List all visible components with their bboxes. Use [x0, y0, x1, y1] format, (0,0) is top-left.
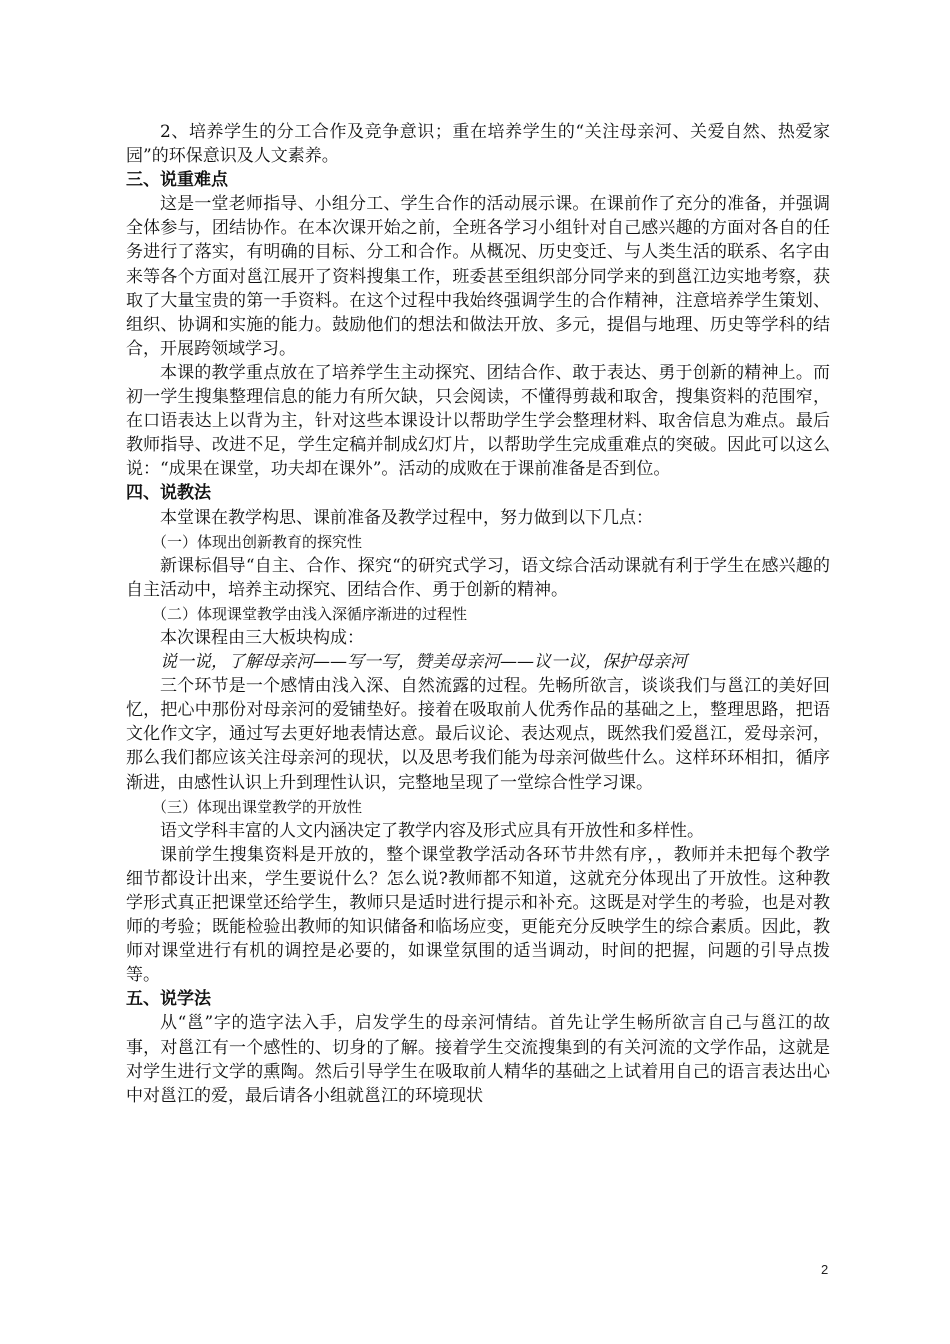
- paragraph-progression-intro: 本次课程由三大板块构成：: [160, 627, 364, 648]
- paragraph-progression-body: 三个环节是一个感情由浅入深、自然流露的过程。先畅所欲言，谈谈我们与邕江的美好回忆，把心中那份对母亲河的爱铺垫好。接着在吸取前人优秀作品的基础之上，整理思路，把语文化作文字，通过写去更好地表情达意。最后议论、表达观点，既然我们爱邕江，爱母亲河，那么我们都应该关注母亲河的现状，以及思考我们能为母亲河做些什么。这样环环相扣，循序渐进，由感性认识上升到理性认识，完整地呈现了一堂综合性学习课。: [126, 676, 830, 793]
- section-heading-method: 四、说教法: [126, 483, 211, 504]
- paragraph-innovation: 新课标倡导“自主、合作、探究“的研究式学习，语文综合活动课就有利于学生在感兴趣的自主活动中，培养主动探究、团结合作、勇于创新的精神。: [126, 555, 830, 600]
- subheading-innovation: （一）体现出创新教育的探究性: [152, 532, 363, 551]
- page-number: 2: [821, 1262, 829, 1277]
- document-page: [126, 120, 830, 1108]
- section-heading-difficulty: 三、说重难点: [126, 170, 228, 191]
- paragraph-openness-2: 课前学生搜集资料是开放的，整个课堂教学活动各环节井然有序，，教师并未把每个教学细节都设计出来，学生要说什么？怎么说?教师都不知道，这就充分体现出了开放性。这种教学形式真正把课堂还给学生，教师只是适时进行提示和补充。这既是对学生的考验，也是对教师的考验；既能检验出教师的知识储备和临场应变，更能充分反映学生的综合素质。因此，教师对课堂进行有机的调控是必要的，如课堂氛围的适当调动，时间的把握，问题的引导点拨等。: [126, 844, 830, 986]
- subheading-openness: （三）体现出课堂教学的开放性: [152, 797, 363, 816]
- section-heading-study: 五、说学法: [126, 989, 211, 1010]
- paragraph-goal-2: 2、培养学生的分工合作及竞争意识；重在培养学生的“关注母亲河、关爱自然、热爱家园”的环保意识及人文素养。: [126, 122, 830, 167]
- paragraph-difficulty-2: 本课的教学重点放在了培养学生主动探究、团结合作、敢于表达、勇于创新的精神上。而初一学生搜集整理信息的能力有所欠缺，只会阅读，不懂得剪裁和取舍，搜集资料的范围窄，在口语表达上以背为主，针对这些本课设计以帮助学生学会整理材料、取舍信息为难点。最后教师指导、改进不足，学生定稿并制成幻灯片，以帮助学生完成重难点的突破。因此可以这么说：“成果在课堂，功夫却在课外”。活动的成败在于课前准备是否到位。: [126, 362, 830, 480]
- subheading-progression: （二）体现课堂教学由浅入深循序渐进的过程性: [152, 604, 468, 623]
- paragraph-study: 从“邕”字的造字法入手，启发学生的母亲河情结。首先让学生畅所欲言自己与邕江的故事，对邕江有一个感性的、切身的了解。接着学生交流搜集到的有关河流的文学作品，这就是对学生进行文学的熏陶。然后引导学生在吸取前人精华的基础之上试着用自己的语言表达出心中对邕江的爱，最后请各小组就邕江的环境现状: [126, 1013, 830, 1106]
- paragraph-openness-1: 语文学科丰富的人文内涵决定了教学内容及形式应具有开放性和多样性。: [160, 820, 704, 841]
- paragraph-progression-parts: 说一说，了解母亲河——写一写，赞美母亲河——议一议，保护母亲河: [160, 652, 687, 673]
- paragraph-method-intro: 本堂课在教学构思、课前准备及教学过程中，努力做到以下几点：: [160, 507, 653, 528]
- paragraph-difficulty-1: 这是一堂老师指导、小组分工、学生合作的活动展示课。在课前作了充分的准备，并强调全体参与，团结协作。在本次课开始之前，全班各学习小组针对自己感兴趣的方面对各自的任务进行了落实，有明确的目标、分工和合作。从概况、历史变迁、与人类生活的联系、名字由来等各个方面对邕江展开了资料搜集工作，班委甚至组织部分同学来的到邕江边实地考察，获取了大量宝贵的第一手资料。在这个过程中我始终强调学生的合作精神，注意培养学生策划、组织、协调和实施的能力。鼓励他们的想法和做法开放、多元，提倡与地理、历史等学科的结合，开展跨领域学习。: [126, 194, 830, 359]
